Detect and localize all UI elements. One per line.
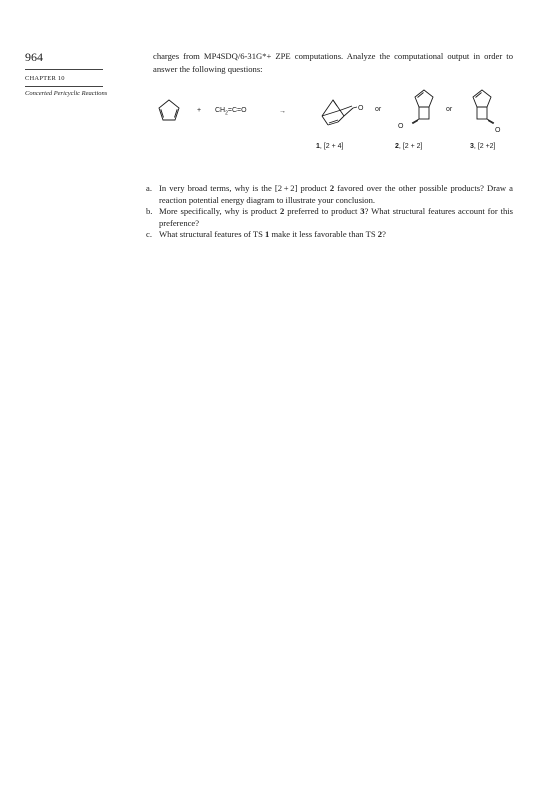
compound-ref: 1 xyxy=(265,229,270,239)
product-1-label: , [2 + 4] xyxy=(319,143,344,150)
margin-rule-top xyxy=(25,69,103,70)
margin-rule-bottom xyxy=(25,86,103,87)
product-3-structure xyxy=(473,90,494,124)
question-b xyxy=(146,206,513,229)
question-a xyxy=(146,183,513,206)
reaction-scheme xyxy=(140,83,520,153)
product-2-caption xyxy=(395,143,423,150)
plus-sign: + xyxy=(197,107,202,114)
product-2-label: , [2 + 2] xyxy=(398,143,423,150)
ketene-rest: =C=O xyxy=(227,107,247,114)
ketene-subscript: 2 xyxy=(225,110,228,117)
or-label-2: or xyxy=(446,106,453,113)
product-2-oxygen: O xyxy=(398,123,404,130)
question-text: ? xyxy=(382,229,386,239)
product-1-caption xyxy=(316,143,344,150)
product-1-structure xyxy=(322,100,357,125)
intro-paragraph: charges from MP4SDQ/6-31G*+ ZPE computations. Analyze the computational output in order to answer the following questions: xyxy=(153,51,513,74)
product-1-oxygen: O xyxy=(358,105,364,112)
product-1-number: 1 xyxy=(316,143,320,150)
compound-ref: 2 xyxy=(377,229,383,239)
compound-ref: 2 xyxy=(329,183,335,193)
compound-ref: 2 xyxy=(280,206,285,216)
question-text: favored over the other possible products? Draw a reaction potential energy diagram to illustrate your conclusion. xyxy=(159,183,513,205)
product-3-oxygen: O xyxy=(495,127,501,134)
ketene-ch: CH xyxy=(215,107,226,114)
question-list xyxy=(146,183,513,241)
question-text: preferred to product xyxy=(284,206,361,216)
question-letter: c. xyxy=(146,229,152,239)
compound-ref: 3 xyxy=(360,206,365,216)
product-3-label: , [2 +2] xyxy=(473,143,496,150)
ketene-formula xyxy=(215,107,247,117)
product-2-number: 2 xyxy=(395,143,399,150)
chapter-subtitle: Concerted Pericyclic Reactions xyxy=(25,90,108,97)
product-3-caption xyxy=(470,143,496,150)
question-text: ? What structural features account for this preference? xyxy=(159,206,513,228)
question-letter: b. xyxy=(146,206,153,216)
chapter-label: CHAPTER 10 xyxy=(25,75,65,82)
reaction-arrow: → xyxy=(279,108,286,115)
cyclopentadiene-structure xyxy=(159,100,179,120)
question-c xyxy=(146,229,513,241)
or-label-1: or xyxy=(375,106,382,113)
question-text: More specifically, why is product xyxy=(159,206,281,216)
product-2-structure xyxy=(412,90,433,124)
question-text: What structural features of TS xyxy=(159,229,266,239)
question-text: In very broad terms, why is the [2 + 2] product xyxy=(159,183,330,193)
page-number: 964 xyxy=(25,50,43,64)
question-letter: a. xyxy=(146,183,152,193)
product-3-number: 3 xyxy=(470,143,474,150)
question-text: make it less favorable than TS xyxy=(269,229,378,239)
